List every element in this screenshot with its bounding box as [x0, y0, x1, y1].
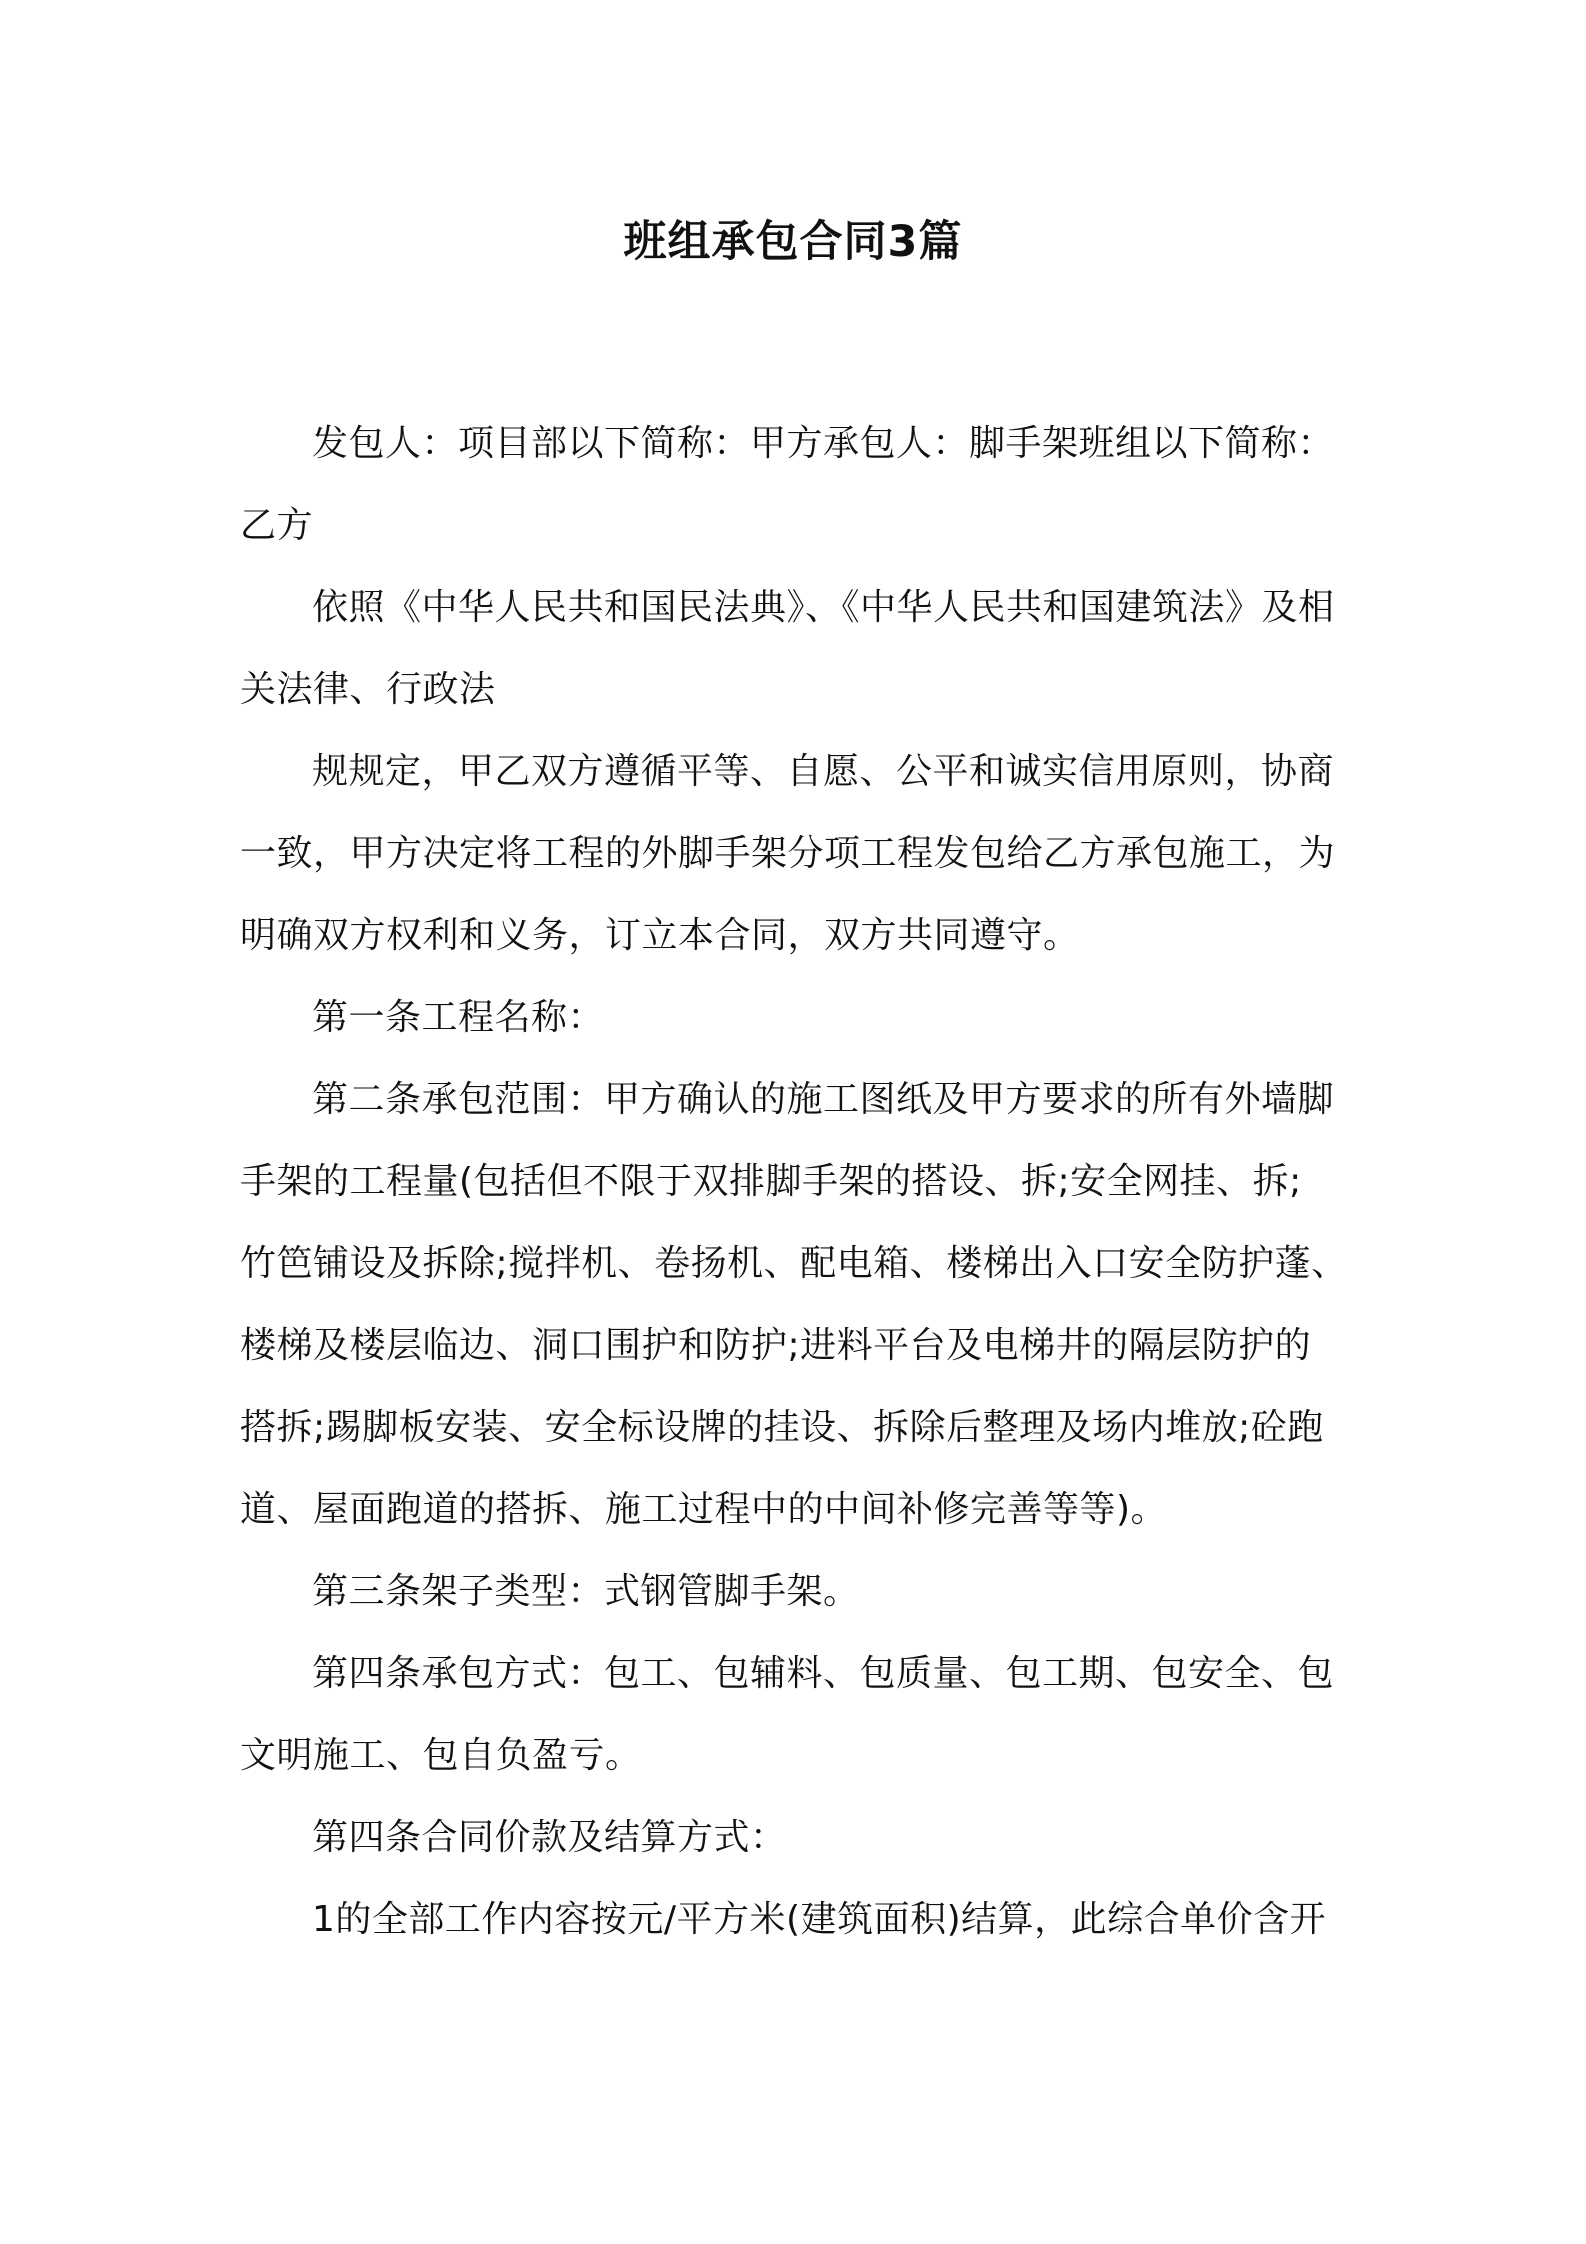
- text-line-15: 第三条架子类型：式钢管脚手架。: [312, 1571, 860, 1612]
- document-body: [240, 403, 1360, 1961]
- text-line-1: 发包人：项目部以下简称：甲方承包人：脚手架班组以下简称：: [312, 423, 1335, 464]
- text-line-16: 第四条承包方式：包工、包辅料、包质量、包工期、包安全、包: [312, 1653, 1335, 1694]
- text-line-10: 手架的工程量(包括但不限于双排脚手架的搭设、拆;安全网挂、拆;: [240, 1161, 1302, 1202]
- text-line-13: 搭拆;踢脚板安装、安全标设牌的挂设、拆除后整理及场内堆放;砼跑: [240, 1407, 1324, 1448]
- text-line-3: 依照《中华人民共和国民法典》、《中华人民共和国建筑法》及相: [312, 587, 1335, 628]
- text-line-18: 第四条合同价款及结算方式：: [312, 1817, 787, 1858]
- text-line-11: 竹笆铺设及拆除;搅拌机、卷扬机、配电箱、楼梯出入口安全防护蓬、: [240, 1243, 1348, 1284]
- text-line-17: 文明施工、包自负盈亏。: [240, 1735, 642, 1776]
- text-line-12: 楼梯及楼层临边、洞口围护和防护;进料平台及电梯井的隔层防护的: [240, 1325, 1312, 1366]
- text-line-2: 乙方: [240, 505, 314, 546]
- text-line-9: 第二条承包范围：甲方确认的施工图纸及甲方要求的所有外墙脚: [312, 1079, 1335, 1120]
- text-line-14: 道、屋面跑道的搭拆、施工过程中的中间补修完善等等)。: [240, 1489, 1168, 1530]
- text-line-5: 规规定，甲乙双方遵循平等、自愿、公平和诚实信用原则，协商: [312, 751, 1335, 792]
- text-line-6: 一致，甲方决定将工程的外脚手架分项工程发包给乙方承包施工，为: [240, 833, 1336, 874]
- document-title: 班组承包合同3篇: [623, 217, 963, 267]
- text-line-4: 关法律、行政法: [240, 669, 496, 710]
- text-line-8: 第一条工程名称：: [312, 997, 605, 1038]
- text-line-19: 1的全部工作内容按元/平方米(建筑面积)结算，此综合单价含开: [312, 1899, 1327, 1940]
- text-line-7: 明确双方权利和义务，订立本合同，双方共同遵守。: [240, 915, 1080, 956]
